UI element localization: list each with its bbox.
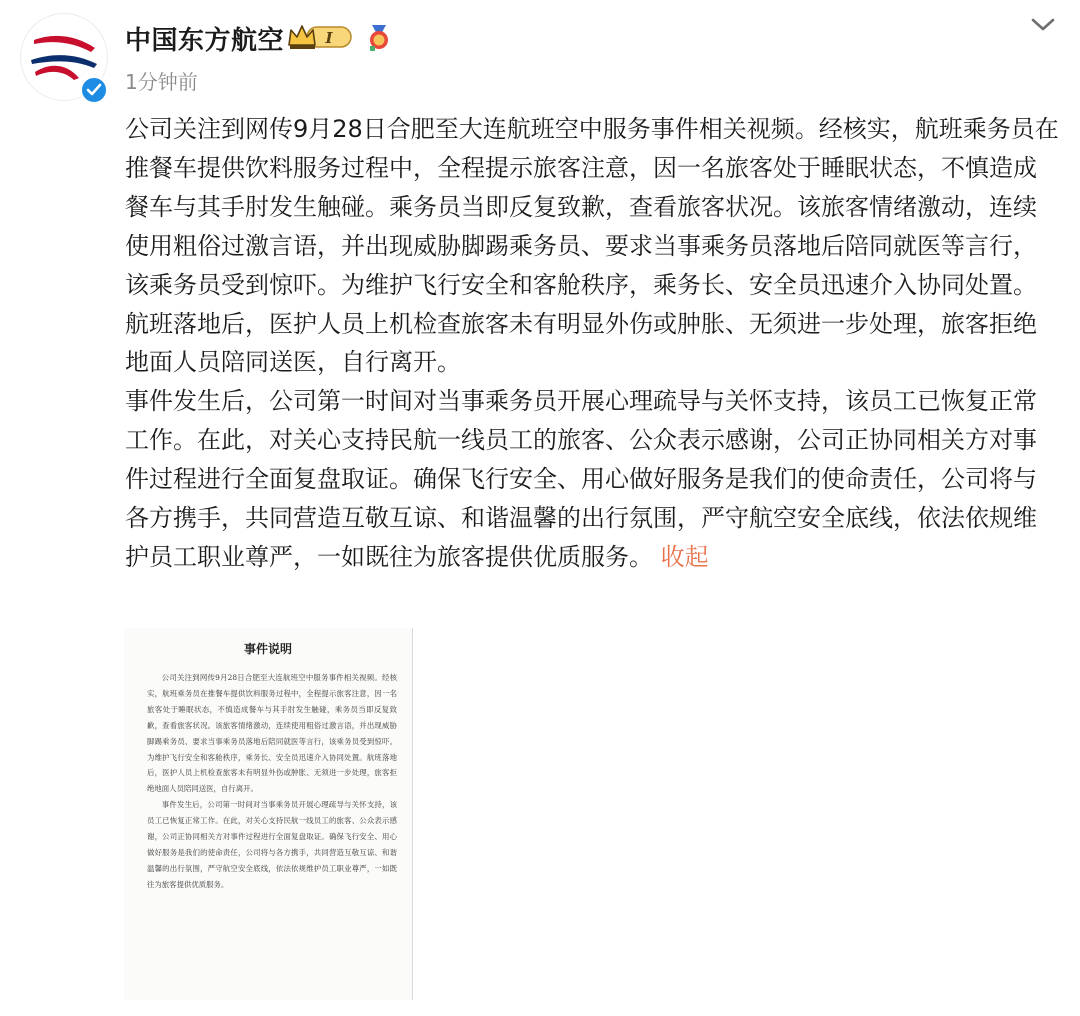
verified-badge-icon — [80, 76, 108, 104]
statement-image[interactable] — [124, 628, 413, 1000]
account-name[interactable]: 中国东方航空 — [125, 26, 285, 56]
collapse-link[interactable]: 收起 — [660, 542, 709, 571]
document-title: 事件说明 — [243, 642, 292, 656]
post-content — [125, 110, 1060, 577]
document-paragraph: 事件发生后，公司第一时间对当事乘务员开展心理疏导与关怀支持，该员工已恢复正常工作。在此，对关心支持民航一线员工的旅客、公众表示感谢，公司正协同相关方对事件过程进行全面复盘取证。确保飞行安全、用心做好服务是我们的使命责任，公司将与各方携手，共同营造互敬互谅、和谐温馨的出行氛围，严守航空安全底线，依法依规维护员工职业尊严，一如既往为旅客提供优质服务。 — [147, 800, 397, 889]
medal-icon[interactable] — [366, 23, 392, 51]
document-paragraph: 公司关注到网传9月28日合肥至大连航班空中服务事件相关视频。经核实，航班乘务员在推餐车提供饮料服务过程中，全程提示旅客注意，因一名旅客处于睡眠状态，不慎造成餐车与其手肘发生触碰，乘务员当即反复致歉，查看旅客状况。该旅客情绪激动，连续使用粗俗过激言语，并出现威胁脚踢乘务员、要求当事乘务员落地后陪同就医等言行，该乘务员受到惊吓。为维护飞行安全和客舱秩序，乘务长、安全员迅速介入协同处置。航班落地后，医护人员上机检查旅客未有明显外伤或肿胀、无须进一步处理，旅客拒绝地面人员陪同送医，自行离开。 — [147, 673, 397, 794]
chevron-down-icon[interactable] — [1030, 14, 1056, 36]
membership-level-badge-icon[interactable] — [287, 22, 353, 52]
post-paragraph — [125, 382, 1060, 577]
post-time: 1分钟前 — [125, 70, 198, 94]
document-body — [147, 670, 397, 893]
level-badge-label: I — [325, 29, 333, 47]
post-paragraph-text: 事件发生后，公司第一时间对当事乘务员开展心理疏导与关怀支持，该员工已恢复正常工作。在此，对关心支持民航一线员工的旅客、公众表示感谢，公司正协同相关方对事件过程进行全面复盘取证。确保飞行安全、用心做好服务是我们的使命责任，公司将与各方携手，共同营造互敬互谅、和谐温馨的出行氛围，严守航空安全底线，依法依规维护员工职业尊严，一如既往为旅客提供优质服务。 — [125, 387, 1037, 571]
post-paragraph: 公司关注到网传9月28日合肥至大连航班空中服务事件相关视频。经核实，航班乘务员在推餐车提供饮料服务过程中，全程提示旅客注意，因一名旅客处于睡眠状态，不慎造成餐车与其手肘发生触碰。乘务员当即反复致歉，查看旅客状况。该旅客情绪激动，连续使用粗俗过激言语，并出现威胁脚踢乘务员、要求当事乘务员落地后陪同就医等言行，该乘务员受到惊吓。为维护飞行安全和客舱秩序，乘务长、安全员迅速介入协同处置。航班落地后，医护人员上机检查旅客未有明显外伤或肿胀、无须进一步处理，旅客拒绝地面人员陪同送医，自行离开。 — [125, 115, 1059, 377]
